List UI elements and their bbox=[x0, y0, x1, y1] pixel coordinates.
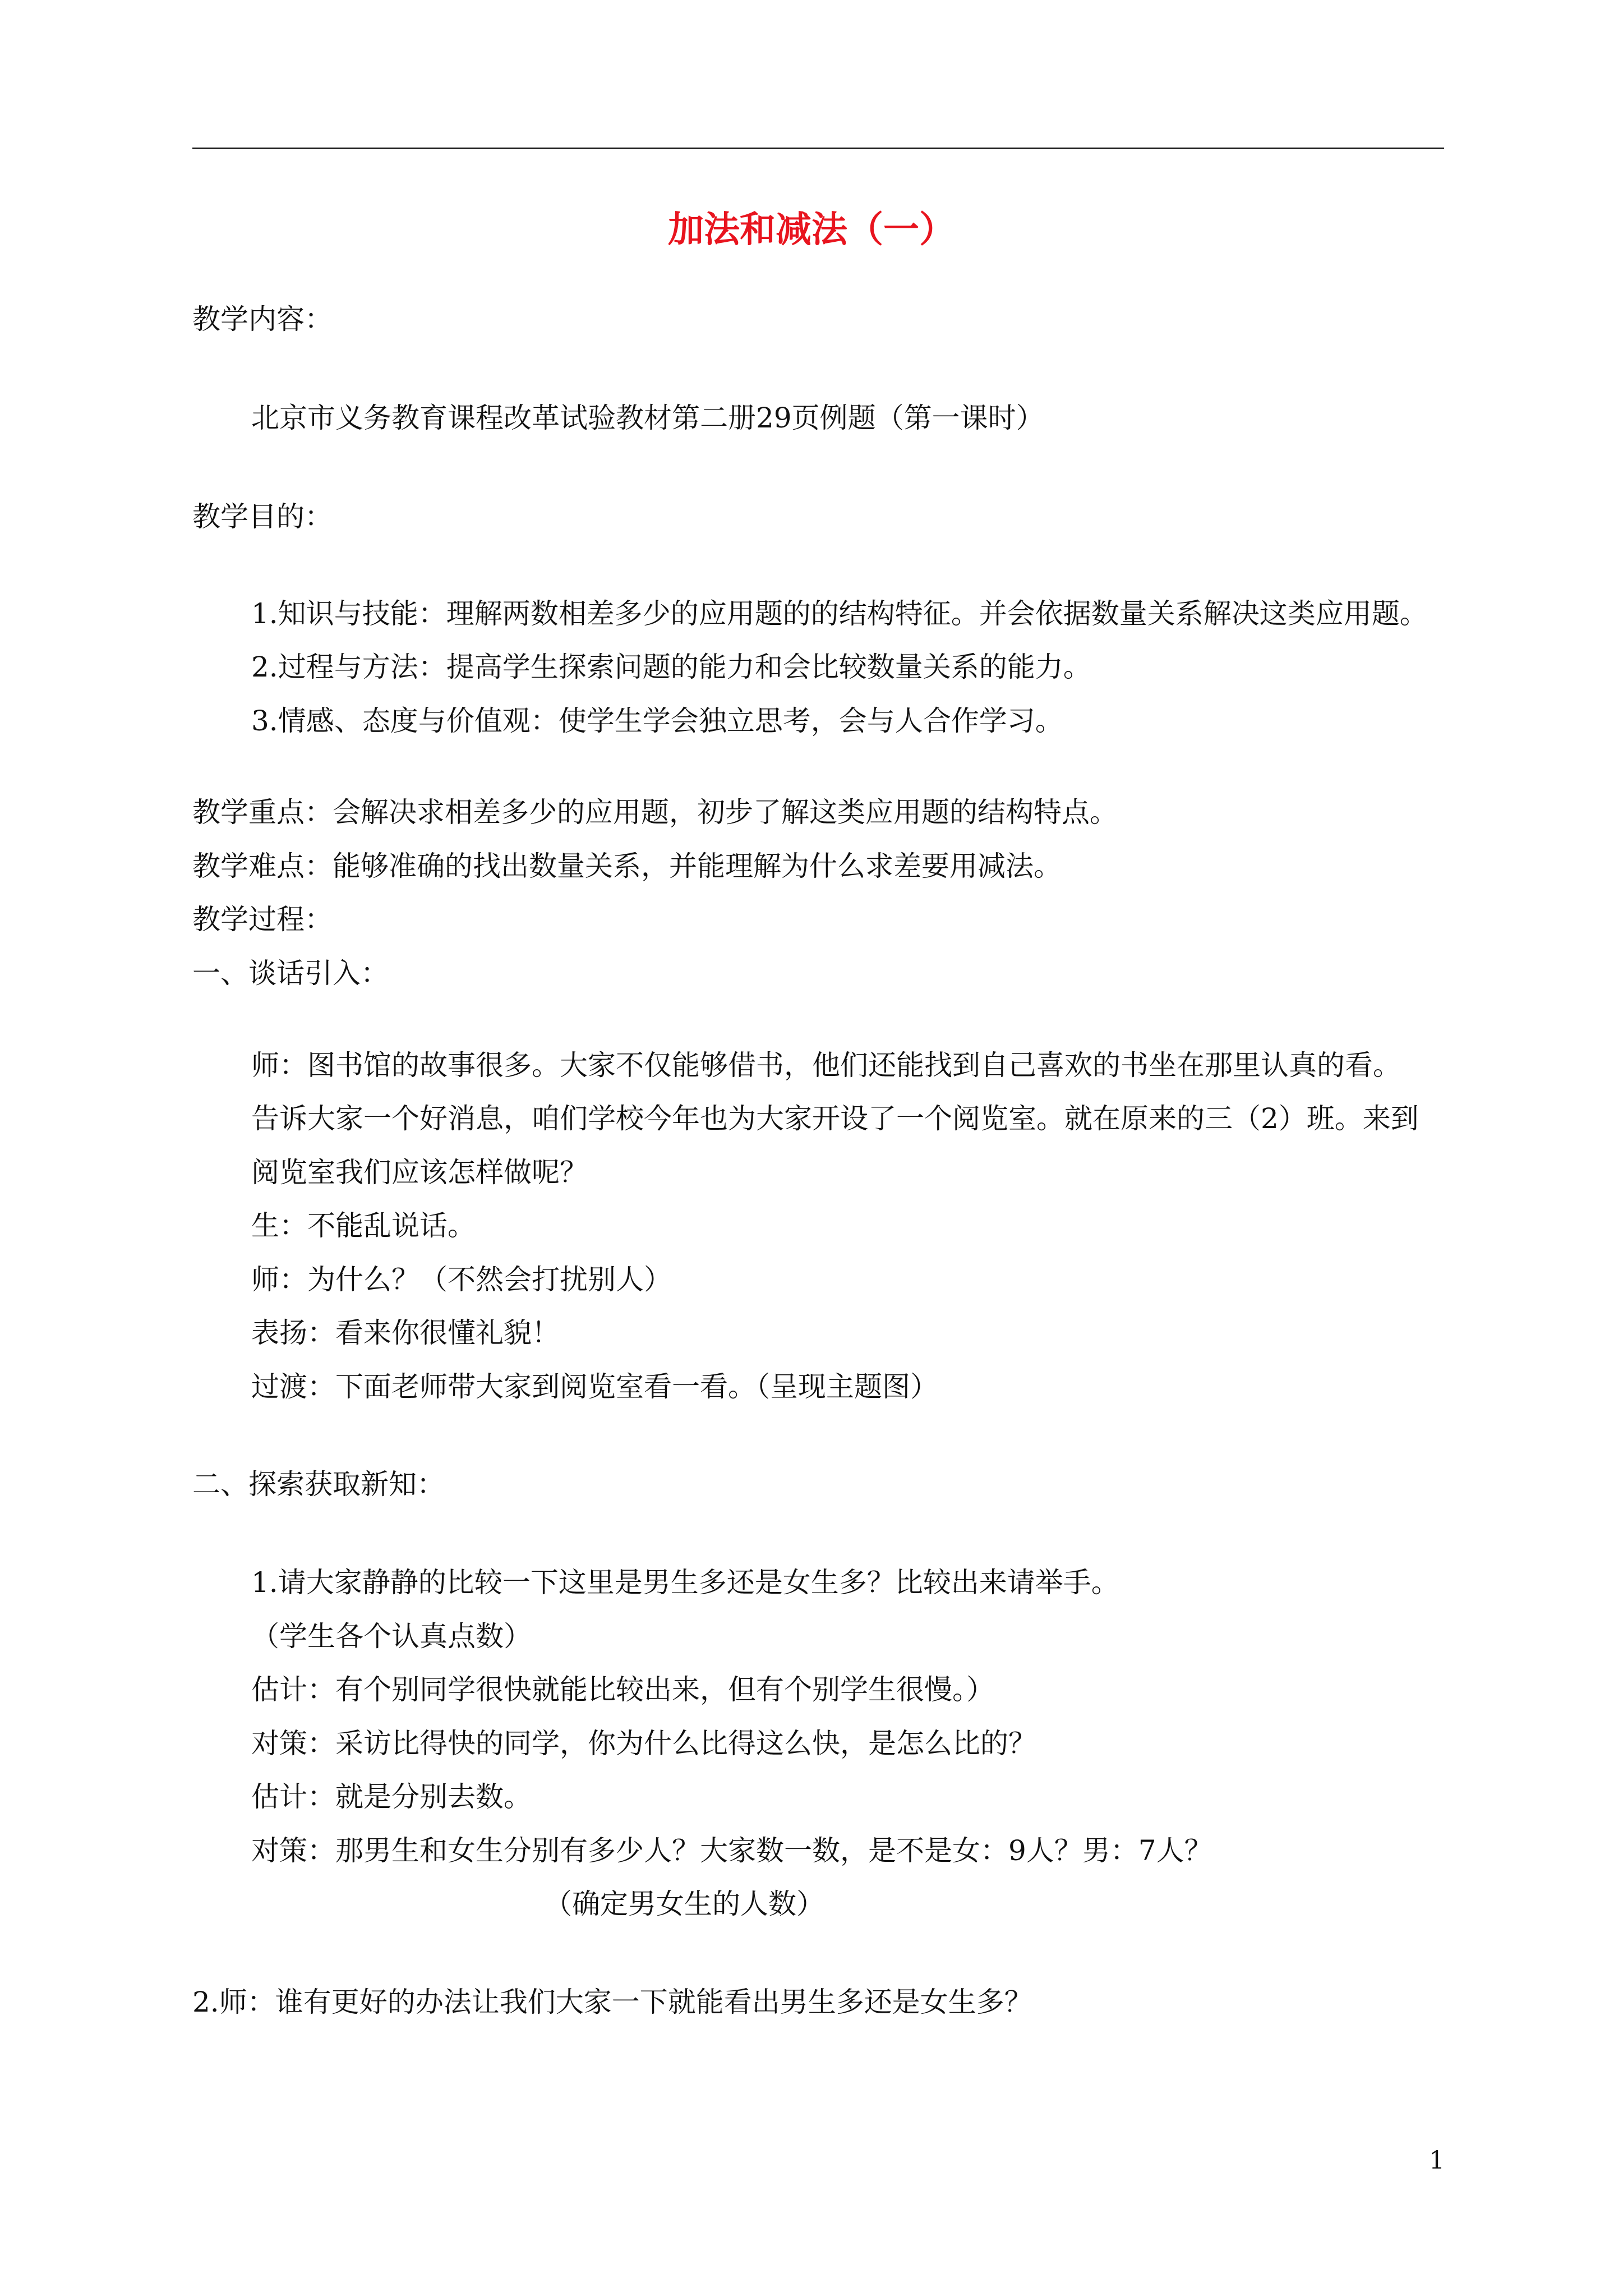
paragraph-line: 教学难点：能够准确的找出数量关系，并能理解为什么求差要用减法。 bbox=[192, 850, 1062, 882]
paragraph-line: 教学重点：会解决求相差多少的应用题，初步了解这类应用题的结构特点。 bbox=[192, 796, 1118, 829]
paragraph-line: 2.师：谁有更好的办法让我们大家一下就能看出男生多还是女生多？ bbox=[192, 1986, 1032, 2018]
paragraph-line: 估计：有个别同学很快就能比较出来，但有个别学生很慢。） bbox=[251, 1673, 994, 1706]
page-number: 1 bbox=[1429, 2146, 1445, 2175]
section-heading-process: 教学过程： bbox=[192, 903, 333, 936]
document-title: 加法和减法（一） bbox=[668, 209, 955, 251]
paragraph-line: 3.情感、态度与价值观：使学生学会独立思考，会与人合作学习。 bbox=[251, 705, 1063, 737]
paragraph-line: （学生各个认真点数） bbox=[251, 1620, 532, 1653]
header-rule bbox=[192, 148, 1444, 149]
paragraph-line: 阅览室我们应该怎样做呢？ bbox=[251, 1156, 588, 1189]
paragraph-line: 过渡：下面老师带大家到阅览室看一看。（呈现主题图） bbox=[251, 1370, 938, 1403]
paragraph-line: 告诉大家一个好消息，咱们学校今年也为大家开设了一个阅览室。就在原来的三（2）班。来到 bbox=[251, 1102, 1419, 1135]
paragraph-line: 师：图书馆的故事很多。大家不仅能够借书，他们还能找到自己喜欢的书坐在那里认真的看。 bbox=[251, 1049, 1401, 1082]
paragraph-line: 北京市义务教育课程改革试验教材第二册29页例题（第一课时） bbox=[251, 402, 1044, 434]
paragraph-line: 1.知识与技能：理解两数相差多少的应用题的的结构特征。并会依据数量关系解决这类应用题。 bbox=[251, 597, 1428, 630]
paragraph-line: 对策：采访比得快的同学，你为什么比得这么快，是怎么比的？ bbox=[251, 1727, 1036, 1760]
section-heading-intro: 一、谈话引入： bbox=[192, 957, 389, 990]
paragraph-line: 估计：就是分别去数。 bbox=[251, 1780, 532, 1813]
paragraph-line: 2.过程与方法：提高学生探索问题的能力和会比较数量关系的能力。 bbox=[251, 651, 1091, 683]
paragraph-line: 生：不能乱说话。 bbox=[251, 1209, 476, 1242]
section-heading-explore: 二、探索获取新知： bbox=[192, 1468, 445, 1501]
section-heading-content: 教学内容： bbox=[192, 303, 333, 335]
paragraph-line: 1.请大家静静的比较一下这里是男生多还是女生多？比较出来请举手。 bbox=[251, 1566, 1119, 1599]
paragraph-line: （确定男女生的人数） bbox=[544, 1888, 824, 1920]
paragraph-line: 师：为什么？（不然会打扰别人） bbox=[251, 1263, 672, 1296]
paragraph-line: 表扬：看来你很懂礼貌！ bbox=[251, 1317, 560, 1349]
paragraph-line: 对策：那男生和女生分别有多少人？大家数一数，是不是女：9人？男：7人？ bbox=[251, 1834, 1212, 1867]
section-heading-goals: 教学目的： bbox=[192, 500, 333, 533]
